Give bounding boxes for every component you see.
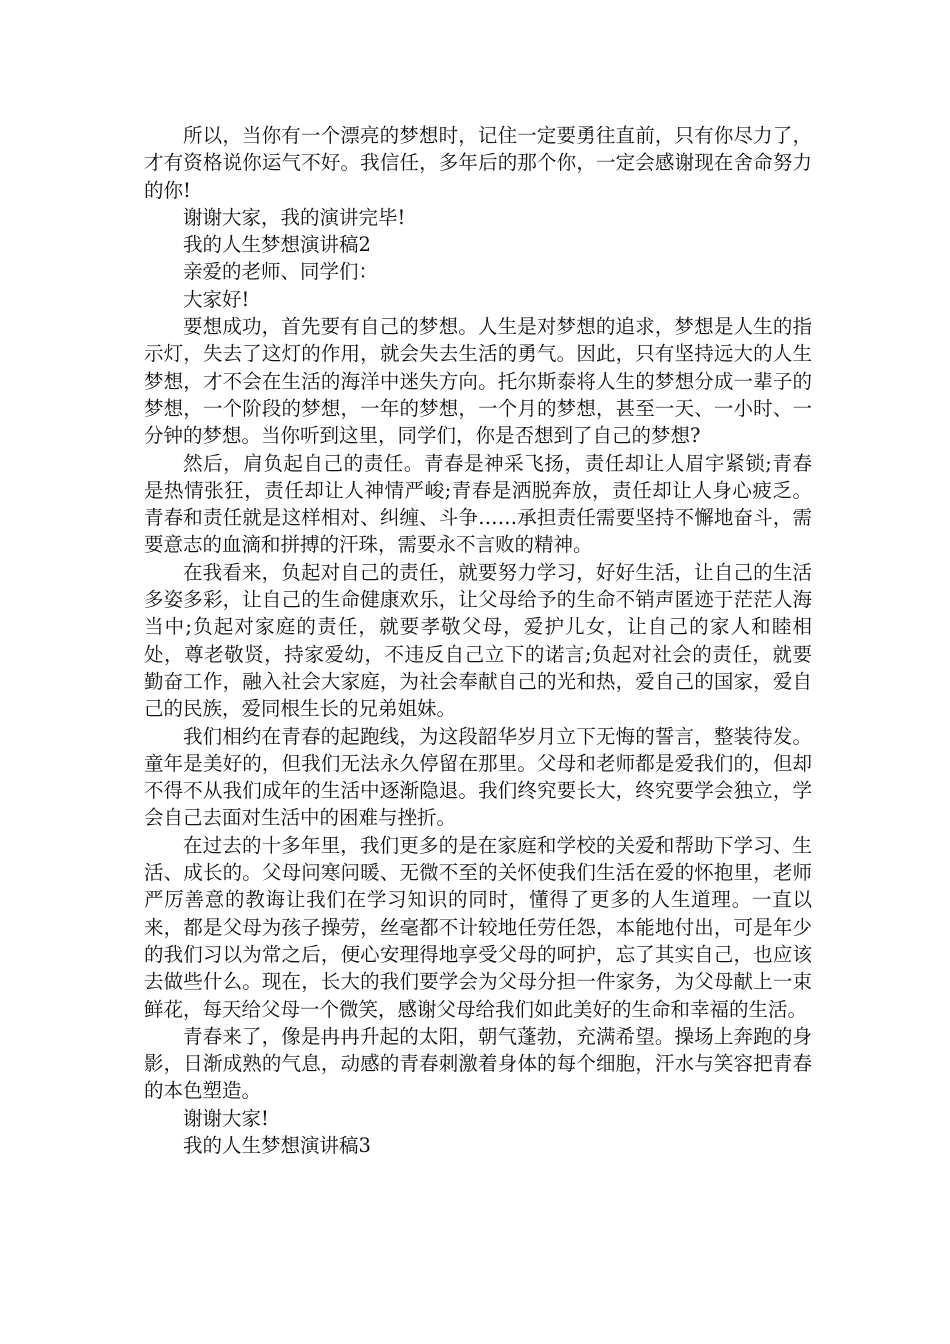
paragraph-thanks: 谢谢大家，我的演讲完毕! xyxy=(183,205,406,229)
paragraph-parents: 在过去的十多年里，我们更多的是在家庭和学校的关爱和帮助下学习、生活、成长的。父母问寒问暖、无微不至的关怀使我们生活在爱的怀抱里，老师严厉善意的教诲让我们在学习知识的同时，懂得了更多的人生道理。一直以来，都是父母为孩子操劳，丝毫都不计较地任劳任怨，本能地付出，可是年少的我们习以为常之后，便心安理得地享受父母的呵护，忘了其实自己，也应该去做些什么。现在，长大的我们要学会为父母分担一件家务，为父母献上一束鲜花，每天给父母一个微笑，感谢父母给我们如此美好的生命和幸福的生活。 xyxy=(144,833,812,1021)
greeting: 大家好! xyxy=(183,287,250,311)
document-page xyxy=(144,122,812,1159)
paragraph-responsibility: 然后，肩负起自己的责任。青春是神采飞扬，责任却让人眉宇紧锁;青春是热情张狂，责任却让人神情严峻;青春是洒脱奔放，责任却让人身心疲乏。青春和责任就是这样相对、纠缠、斗争……承担责任需要坚持不懈地奋斗，需要意志的血滴和拼搏的汗珠，需要永不言败的精神。 xyxy=(144,451,812,557)
paragraph-dream: 要想成功，首先要有自己的梦想。人生是对梦想的追求，梦想是人生的指示灯，失去了这灯的作用，就会失去生活的勇气。因此，只有坚持远大的人生梦想，才不会在生活的海洋中迷失方向。托尔斯泰将人生的梦想分成一辈子的梦想，一个阶段的梦想，一年的梦想，一个月的梦想，甚至一天、一小时、一分钟的梦想。当你听到这里，同学们，你是否想到了自己的梦想? xyxy=(144,315,812,448)
speech-title-2: 我的人生梦想演讲稿2 xyxy=(183,233,371,257)
paragraph-youth-sun: 青春来了，像是冉冉升起的太阳，朝气蓬勃，充满希望。操场上奔跑的身影，日渐成熟的气息，动感的青春刺激着身体的每个细胞，汗水与笑容把青春的本色塑造。 xyxy=(144,1024,812,1103)
salutation: 亲爱的老师、同学们： xyxy=(183,260,379,284)
speech-title-3: 我的人生梦想演讲稿3 xyxy=(183,1133,371,1157)
paragraph-youth-start: 我们相约在青春的起跑线，为这段韶华岁月立下无悔的誓言，整装待发。童年是美好的，但我们无法永久停留在那里。父母和老师都是爱我们的，但却不得不从我们成年的生活中逐渐隐退。我们终究要长大，终究要学会独立，学会自己去面对生活中的困难与挫折。 xyxy=(144,724,812,830)
paragraph-duties: 在我看来，负起对自己的责任，就要努力学习，好好生活，让自己的生活多姿多彩，让自己的生命健康欢乐，让父母给予的生命不销声匿迹于茫茫人海当中;负起对家庭的责任，就要孝敬父母，爱护儿女，让自己的家人和睦相处，尊老敬贤，持家爱幼，不违反自己立下的诺言;负起对社会的责任，就要勤奋工作，融入社会大家庭，为社会奉献自己的光和热，爱自己的国家，爱自己的民族，爱同根生长的兄弟姐妹。 xyxy=(144,560,812,721)
paragraph-conclusion: 所以，当你有一个漂亮的梦想时，记住一定要勇往直前，只有你尽力了，才有资格说你运气不好。我信任，多年后的那个你，一定会感谢现在舍命努力的你! xyxy=(144,124,812,202)
paragraph-thanks-all: 谢谢大家! xyxy=(183,1106,269,1130)
